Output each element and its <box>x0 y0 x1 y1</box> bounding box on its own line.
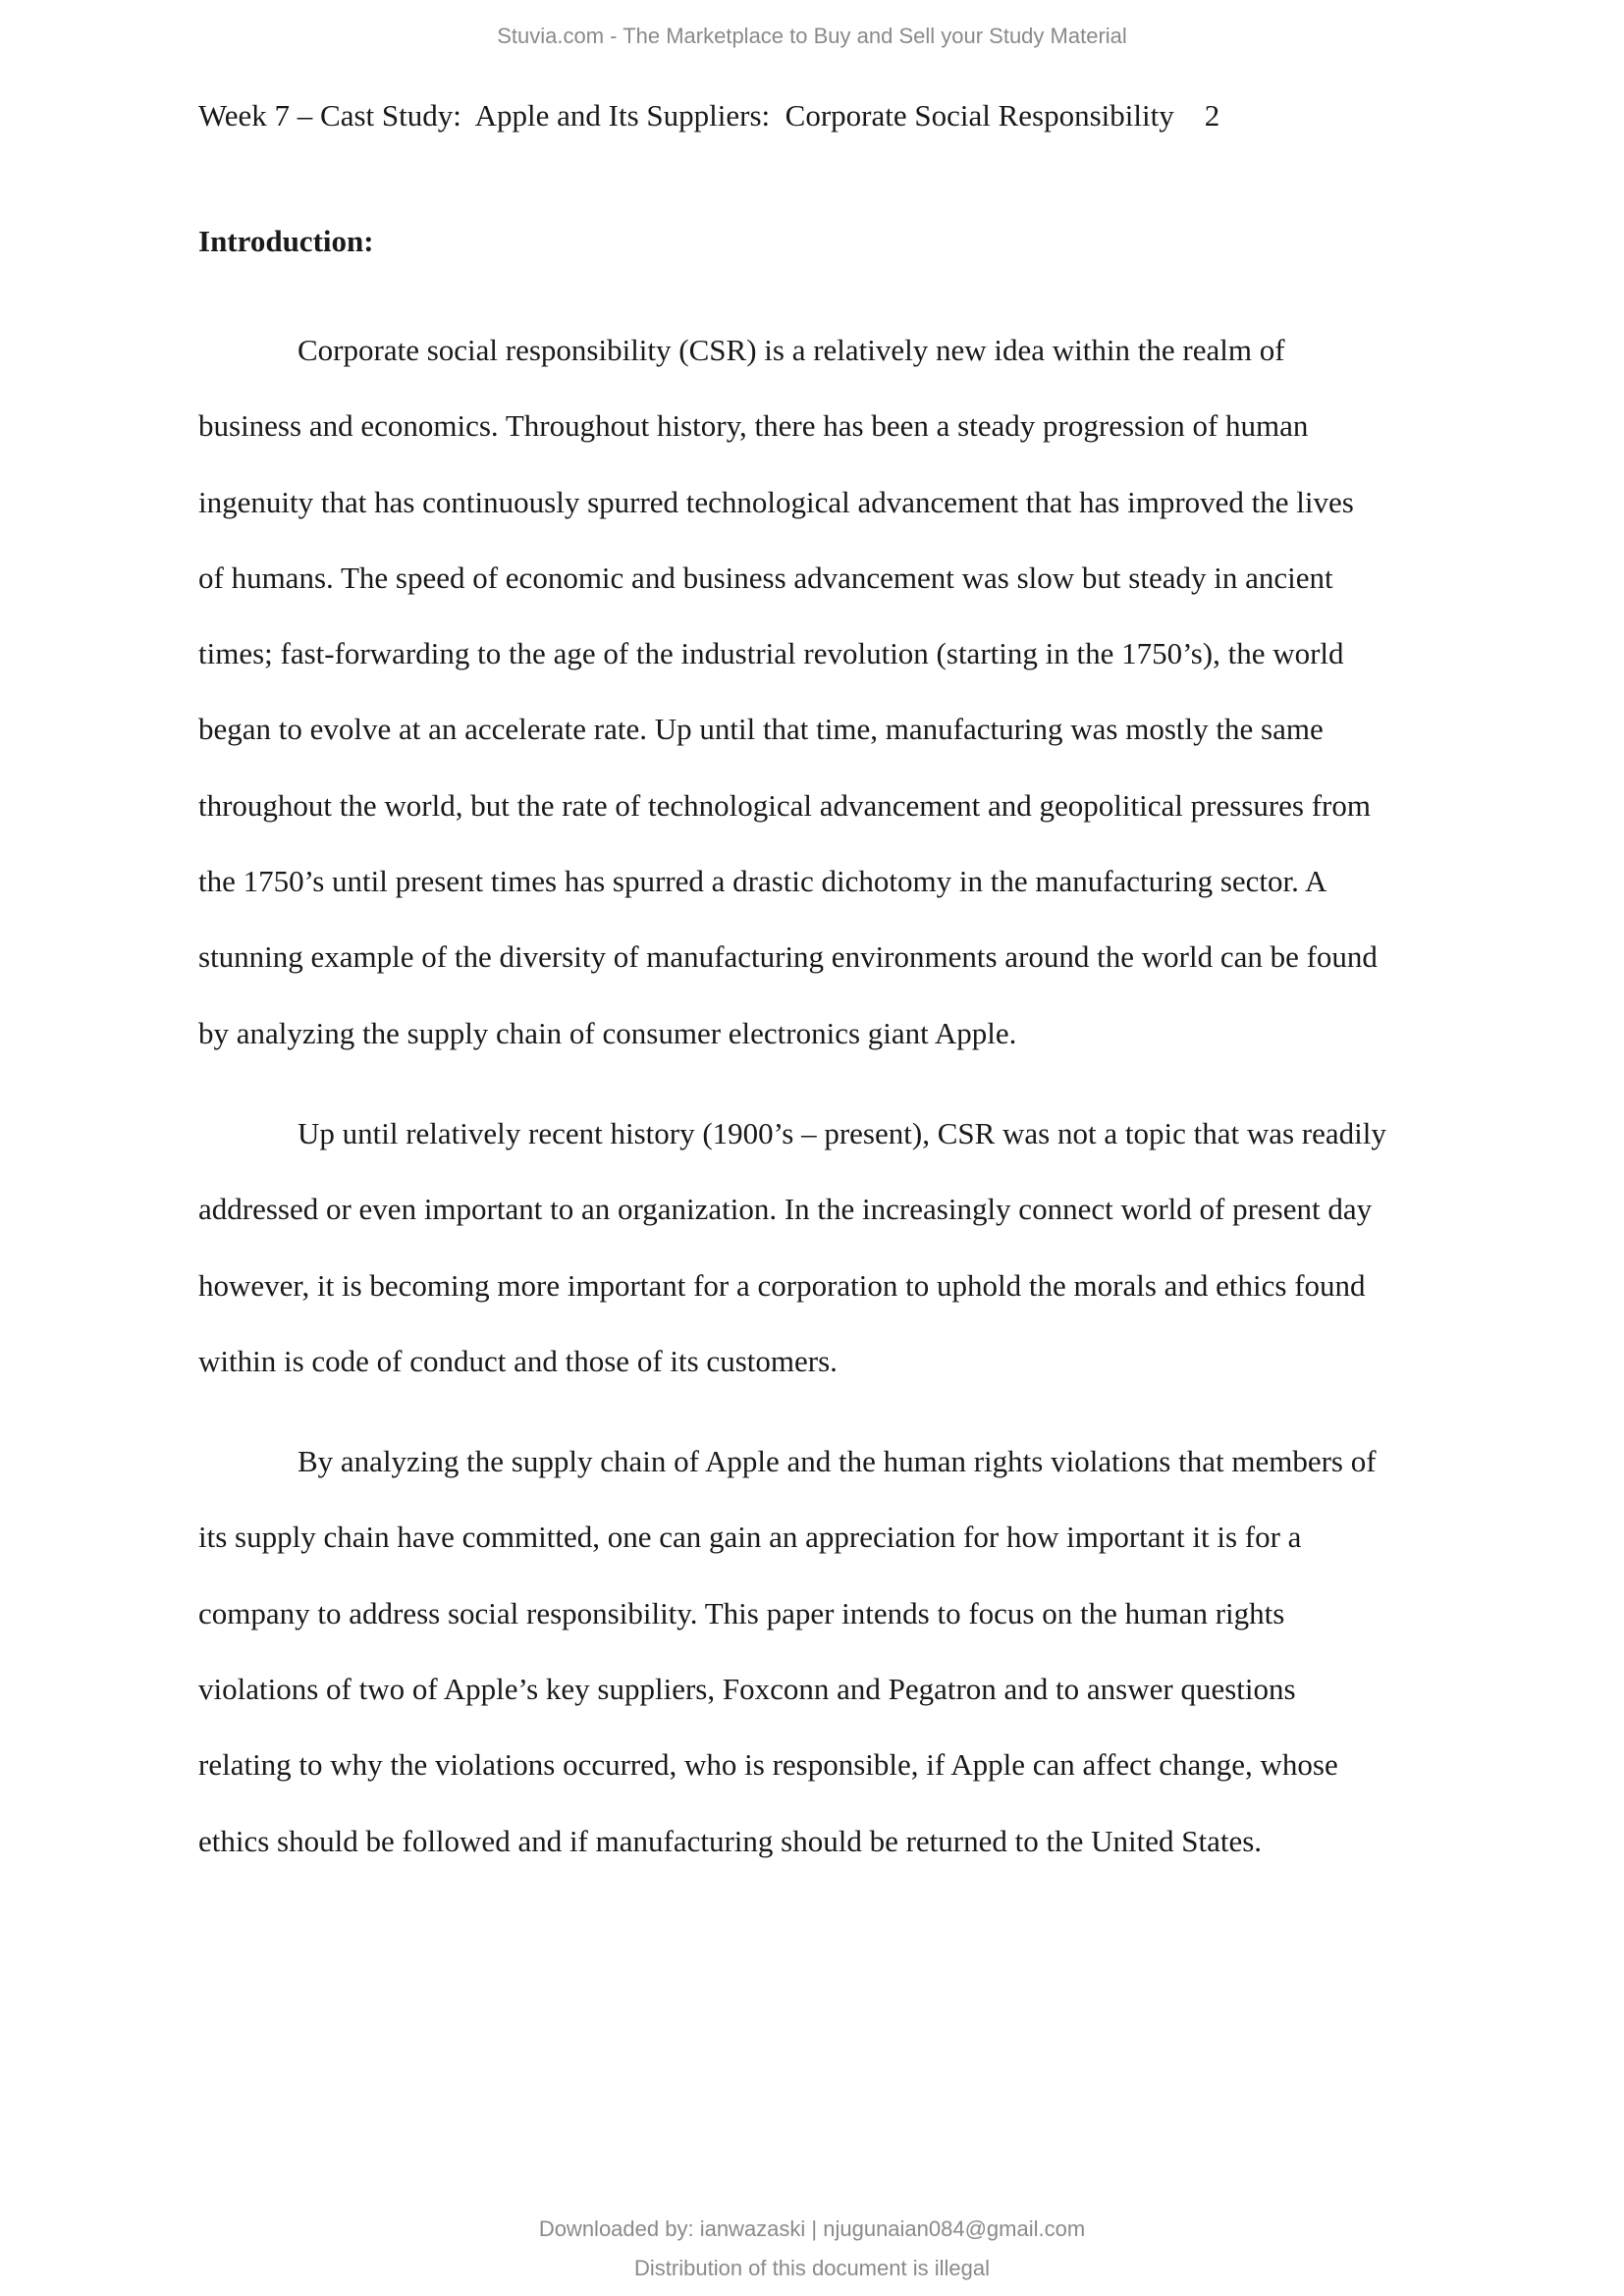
text-line: company to address social responsibility. This paper intends to focus on the human rights <box>198 1595 1285 1630</box>
text-line: times; fast-forwarding to the age of the industrial revolution (starting in the 1750’s), the world <box>198 636 1344 671</box>
footer-distribution-notice: Distribution of this document is illegal <box>634 2256 990 2280</box>
running-head: Week 7 – Cast Study: Apple and Its Suppliers: Corporate Social Responsibility 2 <box>198 98 1220 133</box>
text-line: By analyzing the supply chain of Apple and the human rights violations that members of <box>298 1444 1377 1479</box>
text-line: by analyzing the supply chain of consumer electronics giant Apple. <box>198 1015 1017 1050</box>
text-line: ethics should be followed and if manufacturing should be returned to the United States. <box>198 1823 1263 1858</box>
text-line: within is code of conduct and those of its customers. <box>198 1343 838 1378</box>
text-line: its supply chain have committed, one can gain an appreciation for how important it is for a <box>198 1520 1302 1555</box>
text-line: however, it is becoming more important for a corporation to uphold the morals and ethics found <box>198 1267 1366 1303</box>
text-line: stunning example of the diversity of manufacturing environments around the world can be found <box>198 939 1378 975</box>
section-heading: Introduction: <box>198 224 374 258</box>
text-line: violations of two of Apple’s key suppliers, Foxconn and Pegatron and to answer questions <box>198 1672 1296 1707</box>
paragraph-1 <box>198 312 1494 1071</box>
paragraph-spacer <box>198 1399 1494 1423</box>
paragraph-2 <box>198 1095 1494 1399</box>
text-line: relating to why the violations occurred, who is responsible, if Apple can affect change, whose <box>198 1747 1338 1783</box>
paragraph-3 <box>198 1423 1494 1879</box>
paragraph-spacer <box>198 1071 1494 1095</box>
watermark-top: Stuvia.com - The Marketplace to Buy and Sell your Study Material <box>497 24 1127 48</box>
text-line: began to evolve at an accelerate rate. Up until that time, manufacturing was mostly the same <box>198 712 1324 747</box>
footer-downloaded-by: Downloaded by: ianwazaski | njugunaian084@gmail.com <box>538 2216 1086 2241</box>
text-line: of humans. The speed of economic and business advancement was slow but steady in ancient <box>198 560 1333 595</box>
text-line: throughout the world, but the rate of technological advancement and geopolitical pressures from <box>198 787 1371 823</box>
text-line: addressed or even important to an organization. In the increasingly connect world of present day <box>198 1192 1373 1227</box>
text-line: the 1750’s until present times has spurred a drastic dichotomy in the manufacturing sector. A <box>198 864 1327 899</box>
text-line: Corporate social responsibility (CSR) is a relatively new idea within the realm of <box>298 333 1285 367</box>
text-line: business and economics. Throughout history, there has been a steady progression of human <box>198 408 1309 444</box>
document-body <box>198 312 1494 1879</box>
text-line: ingenuity that has continuously spurred technological advancement that has improved the lives <box>198 484 1354 519</box>
text-line: Up until relatively recent history (1900’s – present), CSR was not a topic that was readily <box>298 1115 1386 1150</box>
